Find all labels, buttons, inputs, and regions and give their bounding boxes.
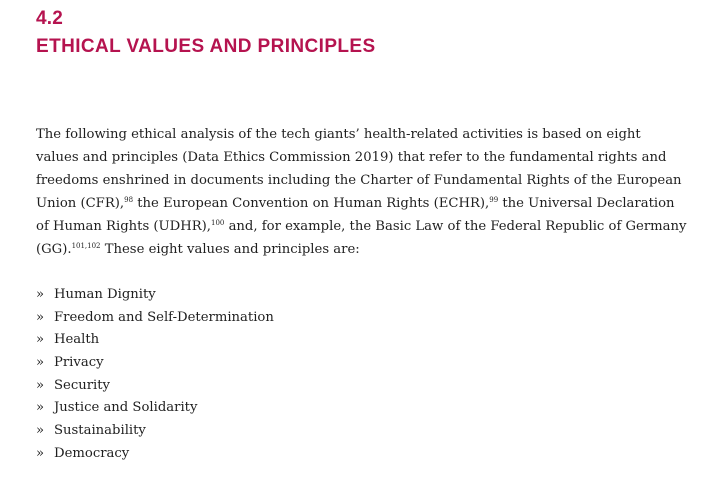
bullet-icon: »: [36, 309, 45, 325]
bullet-icon: »: [36, 377, 45, 393]
list-item: [36, 420, 274, 443]
paragraph-text: the Universal Declaration: [498, 196, 675, 211]
bullet-icon: »: [36, 287, 45, 302]
footnote-ref[interactable]: 101,102: [71, 242, 101, 250]
paragraph-text: The following ethical analysis of the tech giants’ health-related activities is based on eight: [36, 127, 641, 142]
list-item-label: Freedom and Self-Determination: [54, 309, 274, 325]
bullet-icon: »: [36, 355, 45, 371]
list-item-label: Privacy: [54, 355, 104, 371]
values-list: [36, 284, 274, 466]
list-item: [36, 443, 274, 466]
bullet-icon: »: [36, 332, 45, 348]
paragraph-text: the European Convention on Human Rights (ECHR),: [133, 196, 490, 211]
paragraph-line: [36, 192, 686, 215]
footnote-ref[interactable]: 98: [124, 196, 134, 204]
bullet-icon: »: [36, 400, 45, 416]
list-item-label: Security: [54, 377, 110, 393]
list-item: [36, 352, 274, 375]
list-item-label: Health: [54, 332, 100, 348]
body-paragraph: [36, 123, 686, 261]
bullet-icon: »: [36, 423, 45, 439]
paragraph-text: These eight values and principles are:: [100, 242, 360, 257]
section-title: ETHICAL VALUES AND PRINCIPLES: [36, 36, 376, 57]
list-item-label: Sustainability: [54, 423, 146, 439]
paragraph-line: [36, 146, 686, 169]
list-item: [36, 307, 274, 330]
paragraph-text: Union (CFR),: [36, 196, 125, 211]
section-number: 4.2: [36, 8, 64, 29]
paragraph-line: [36, 215, 686, 238]
paragraph-text: freedoms enshrined in documents including the Charter of Fundamental Rights of the European: [36, 173, 682, 188]
list-item: [36, 329, 274, 352]
bullet-icon: »: [36, 445, 45, 461]
paragraph-text: and, for example, the Basic Law of the Federal Republic of Germany: [224, 219, 687, 234]
paragraph-text: values and principles (Data Ethics Commission 2019) that refer to the fundamental rights and: [36, 150, 667, 165]
footnote-ref[interactable]: 99: [489, 196, 499, 204]
paragraph-line: [36, 123, 686, 146]
list-item-label: Democracy: [54, 445, 130, 461]
list-item-label: Justice and Solidarity: [54, 400, 198, 416]
paragraph-text: of Human Rights (UDHR),: [36, 219, 211, 234]
footnote-ref[interactable]: 100: [211, 219, 225, 227]
list-item: [36, 397, 274, 420]
paragraph-text: (GG).: [36, 242, 72, 257]
paragraph-line: [36, 238, 686, 261]
list-item-label: Human Dignity: [54, 287, 156, 302]
list-item: [36, 375, 274, 398]
list-item: [36, 284, 274, 307]
paragraph-line: [36, 169, 686, 192]
